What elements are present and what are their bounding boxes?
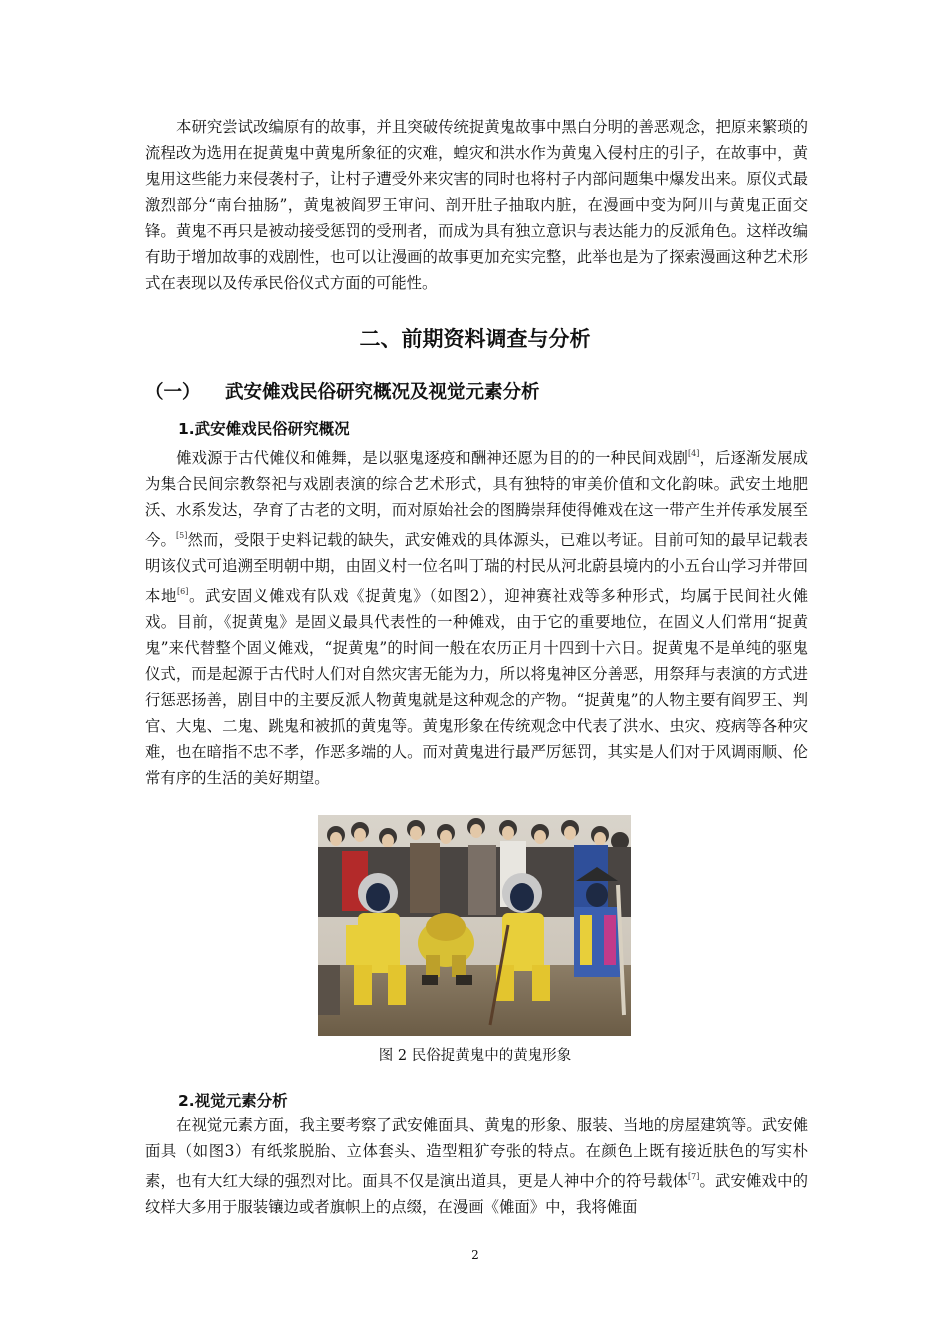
sub1-text-d: 。武安固义傩戏有队戏《捉黄鬼》（如图2），迎神赛社戏等多种形式，均属于民间社火傩戏。目前，《捉黄鬼》是固义最具代表性的一种傩戏，由于它的重要地位，在固义人们常用“捉黄鬼”来代替整个固义傩戏，“捉黄鬼”的时间一般在农历正月十四到十六日。捉黄鬼不是单纯的驱鬼仪式，而是起源于古代时人们对自然灾害无能为力，所以将鬼神区分善恶，用祭拜与表演的方式进行惩恶扬善，剧目中的主要反派人物黄鬼就是这种观念的产物。“捉黄鬼”的人物主要有阎罗王、判官、大鬼、二鬼、跳鬼和被抓的黄鬼等。黄鬼形象在传统观念中代表了洪水、虫灾、疫病等各种灾难，也在暗指不忠不孝，作恶多端的人。而对黄鬼进行最严厉惩罚，其实是人们对于风调雨顺、伦常有序的生活的美好期望。 bbox=[145, 587, 808, 787]
citation-7: [7] bbox=[688, 1172, 700, 1181]
sub1-text-a: 傩戏源于古代傩仪和傩舞，是以驱鬼逐疫和酬神还愿为目的的一种民间戏剧 bbox=[176, 449, 689, 467]
subsection-title: 武安傩戏民俗研究概况及视觉元素分析 bbox=[225, 382, 540, 403]
ritual-crowd-photo bbox=[318, 815, 631, 1036]
section-title: 二、前期资料调查与分析 bbox=[359, 327, 591, 351]
sub1-paragraph bbox=[145, 441, 808, 791]
subsection-heading bbox=[145, 378, 540, 404]
figure-2-caption: 图 2 民俗捉黄鬼中的黄鬼形象 bbox=[378, 1048, 572, 1064]
sub1-text-c: 然而，受限于史料记载的缺失，武安傩戏的具体源头，已难以考证。目前可知的最早记载表明该仪式可追溯至明朝中期，由固义村一位名叫丁瑞的村民从河北蔚县境内的小五台山学习并带回本地 bbox=[145, 531, 808, 605]
citation-5: [5] bbox=[176, 531, 188, 540]
intro-paragraph-text: 本研究尝试改编原有的故事，并且突破传统捉黄鬼故事中黑白分明的善恶观念，把原来繁琐的流程改为选用在捉黄鬼中黄鬼所象征的灾难，蝗灾和洪水作为黄鬼入侵村庄的引子，在故事中，黄鬼用这些能力来侵袭村子，让村子遭受外来灾害的同时也将村子内部问题集中爆发出来。原仪式最激烈部分“南台抽肠”，黄鬼被阎罗王审问、剖开肚子抽取内脏，在漫画中变为阿川与黄鬼正面交锋。黄鬼不再只是被动接受惩罚的受刑者，而成为具有独立意识与表达能力的反派角色。这样改编有助于增加故事的戏剧性，也可以让漫画的故事更加充实完整，此举也是为了探索漫画这种艺术形式在表现以及传承民俗仪式方面的可能性。 bbox=[145, 118, 808, 292]
sub1-text-b: ，后逐渐发展成为集合民间宗教祭祀与戏剧表演的综合艺术形式，具有独特的审美价值和文化韵味。武安土地肥沃、水系发达，孕育了古老的文明，而对原始社会的图腾崇拜使得傩戏在这一带产生并传承发展至今。 bbox=[145, 449, 808, 549]
sub2-heading: 2.视觉元素分析 bbox=[178, 1092, 288, 1110]
page-number: 2 bbox=[471, 1248, 479, 1262]
subsection-number: （一） bbox=[145, 382, 201, 403]
sub2-paragraph bbox=[145, 1112, 808, 1220]
sub2-text-b: 。武安傩戏中的纹样大多用于服装镶边或者旗帜上的点缀，在漫画《傩面》中，我将傩面 bbox=[145, 1172, 808, 1216]
sub2-text-a: 在视觉元素方面，我主要考察了武安傩面具、黄鬼的形象、服装、当地的房屋建筑等。武安傩面具（如图3）有纸浆脱胎、立体套头、造型粗犷夸张的特点。在颜色上既有接近肤色的写实朴素，也有大红大绿的强烈对比。面具不仅是演出道具，更是人神中介的符号载体 bbox=[145, 1116, 808, 1190]
citation-6: [6] bbox=[177, 587, 189, 596]
sub1-heading: 1.武安傩戏民俗研究概况 bbox=[178, 420, 350, 438]
figure-2-photo bbox=[318, 815, 631, 1036]
citation-4: [4] bbox=[688, 449, 700, 458]
intro-paragraph bbox=[145, 114, 808, 296]
